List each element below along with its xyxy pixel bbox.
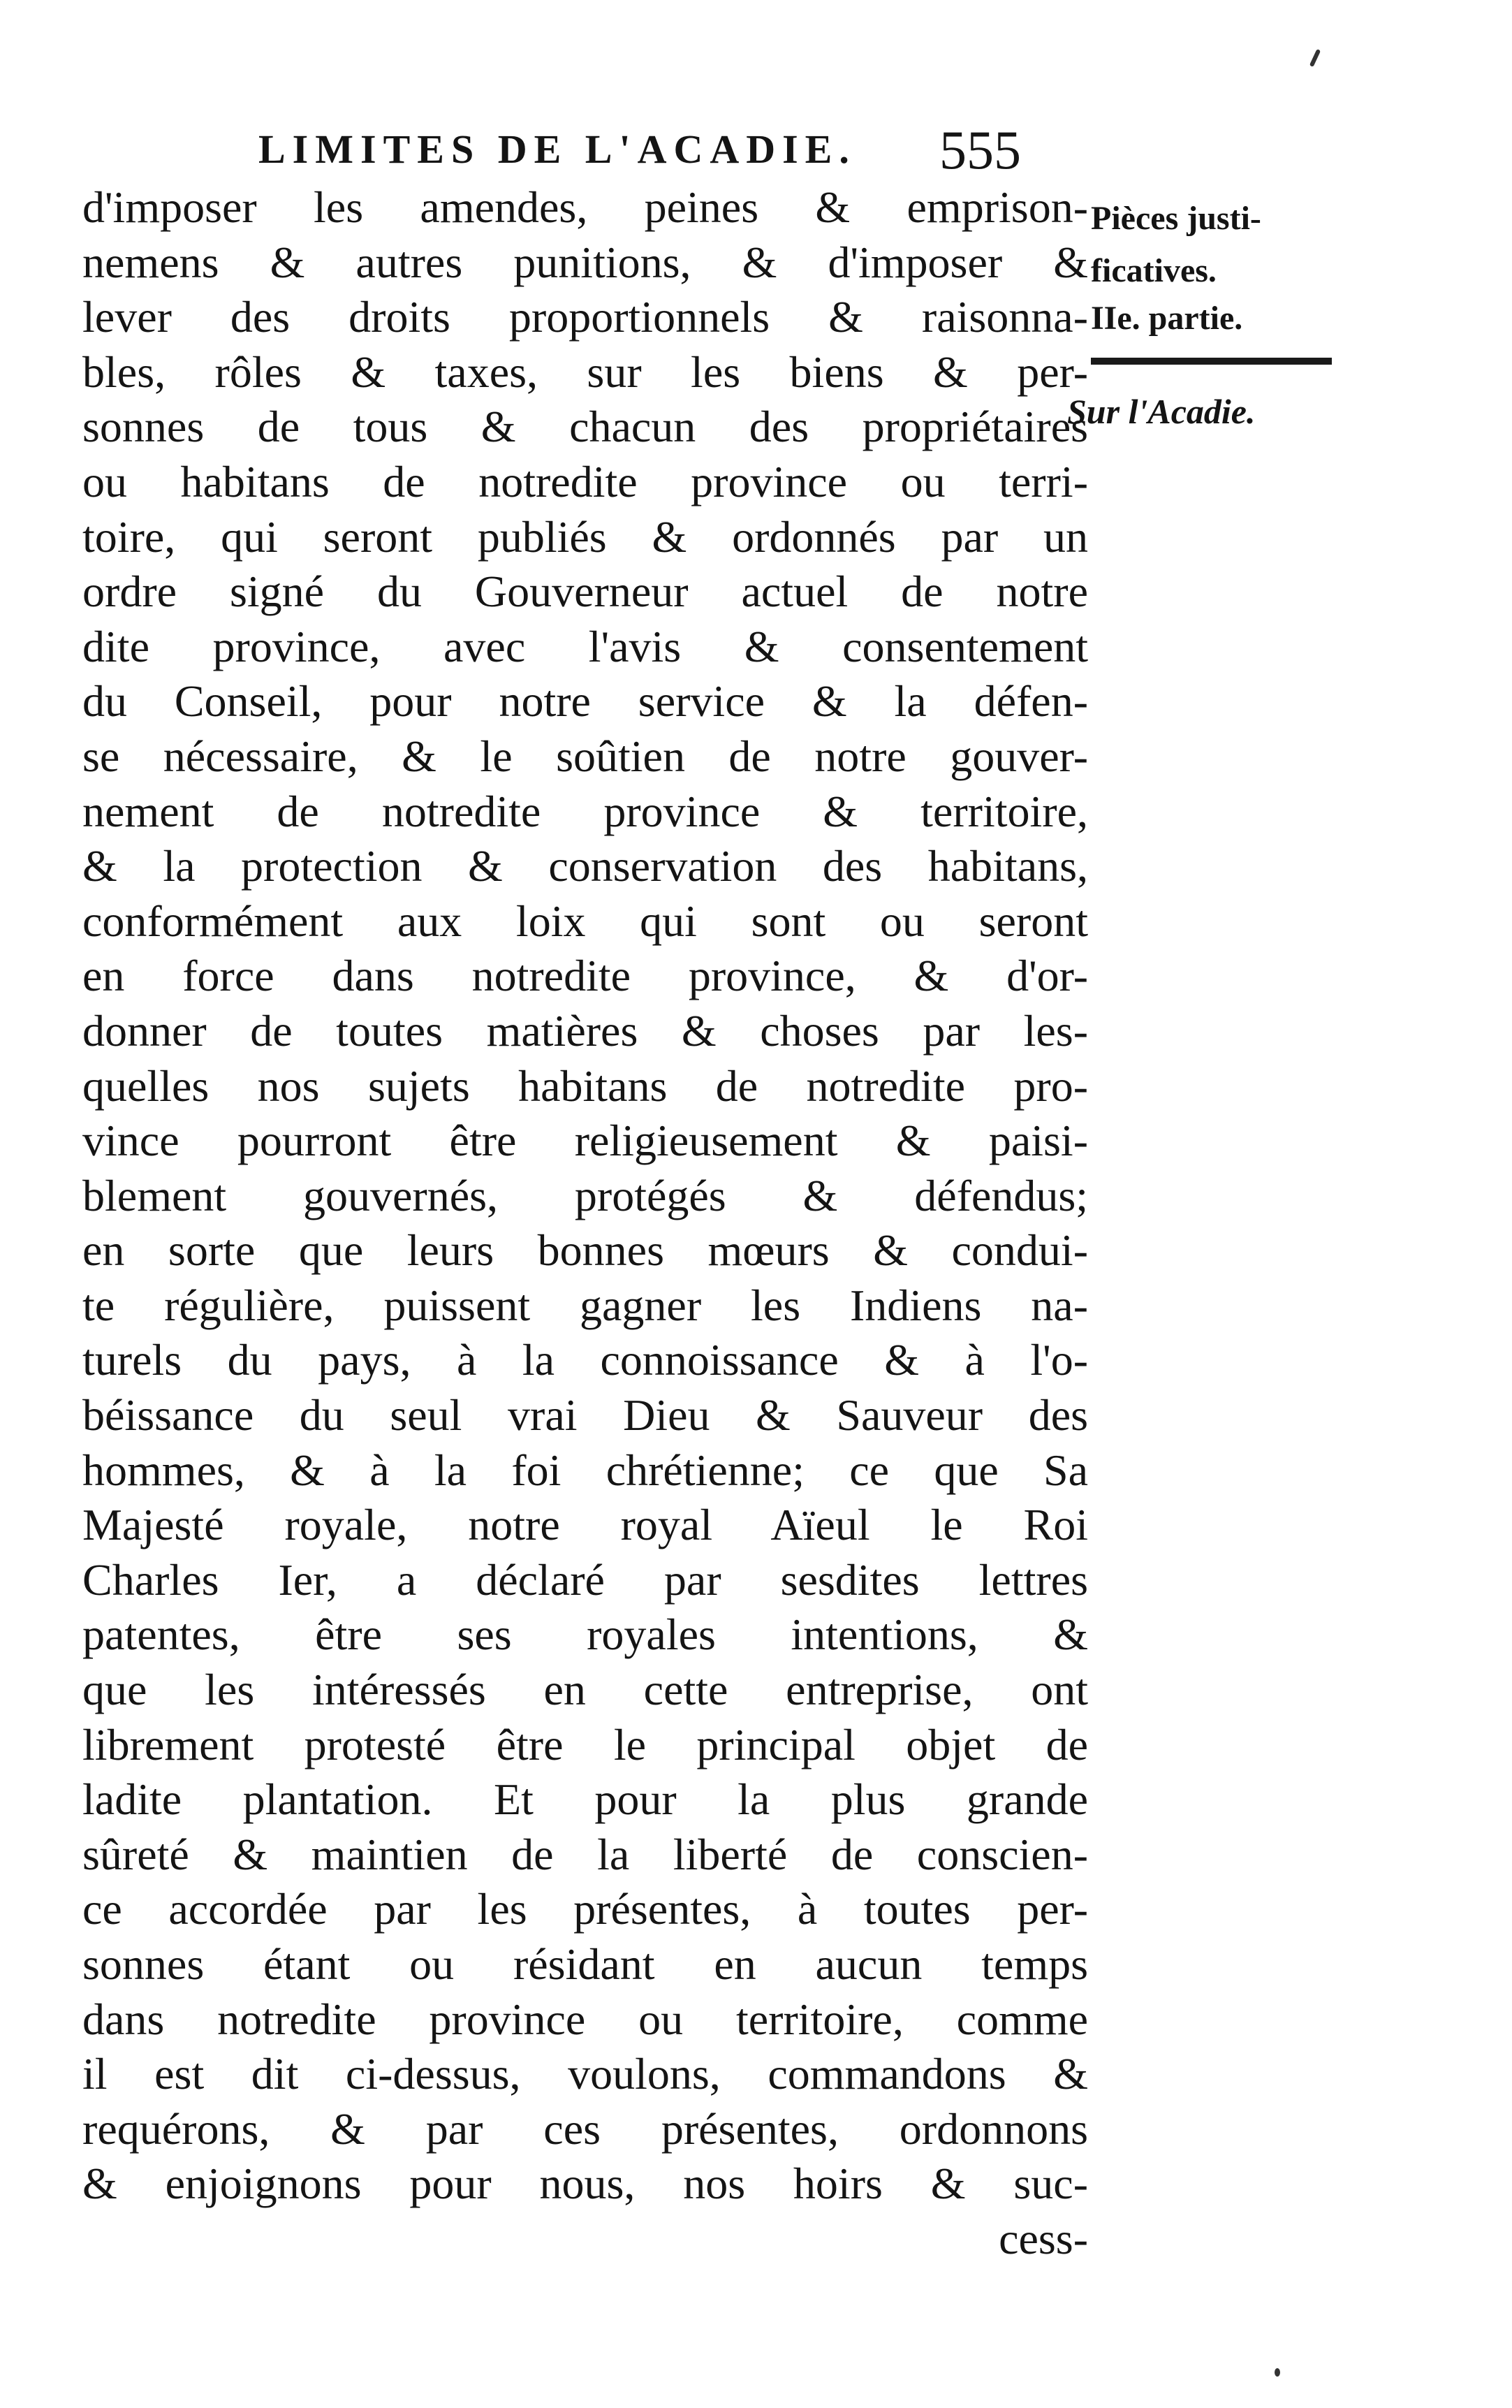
text-line: vince pourront être religieusement & paisi- (82, 1116, 1088, 1166)
text-line: patentes, être ses royales intentions, & (82, 1610, 1088, 1660)
text-line: en force dans notredite province, & d'or- (82, 951, 1088, 1001)
text-line: ladite plantation. Et pour la plus grande (82, 1774, 1088, 1825)
text-line: blement gouvernés, protégés & défendus; (82, 1170, 1088, 1220)
text-line: béissance du seul vrai Dieu & Sauveur des (82, 1390, 1088, 1440)
body-text (82, 180, 1088, 2267)
text-line: librement protesté être le principal objet de (82, 1719, 1088, 1769)
text-line: lever des droits proportionnels & raisonna- (82, 292, 1088, 342)
text-line: quelles nos sujets habitans de notredite pro- (82, 1060, 1088, 1111)
text-line: ordre signé du Gouverneur actuel de notre (82, 567, 1088, 617)
text-line: que les intéressés en cette entreprise, ont (82, 1665, 1088, 1715)
margin-note-pieces: Pièces justi- (1091, 200, 1261, 237)
text-line: nemens & autres punitions, & d'imposer & (82, 237, 1088, 287)
margin-rule (1091, 358, 1332, 365)
text-line: te régulière, puissent gagner les Indiens na- (82, 1280, 1088, 1330)
text-line: turels du pays, à la connoissance & à l'o- (82, 1335, 1088, 1385)
text-line: ce accordée par les présentes, à toutes per- (82, 1884, 1088, 1934)
text-line: il est dit ci-dessus, voulons, commandons & (82, 2049, 1088, 2099)
text-line: sûreté & maintien de la liberté de conscien- (82, 1829, 1088, 1879)
text-line: se nécessaire, & le soûtien de notre gouver- (82, 731, 1088, 781)
margin-note-acadie: Sur l'Acadie. (1067, 392, 1256, 431)
text-line: sonnes étant ou résidant en aucun temps (82, 1939, 1088, 1989)
text-line: en sorte que leurs bonnes mœurs & condui- (82, 1225, 1088, 1276)
text-line: dite province, avec l'avis & consentement (82, 621, 1088, 671)
text-line: ou habitans de notredite province ou terri- (82, 456, 1088, 506)
text-line: bles, rôles & taxes, sur les biens & per- (82, 346, 1088, 397)
ink-speck (1309, 49, 1321, 67)
margin-note-partie: IIe. partie. (1091, 300, 1243, 337)
running-title: LIMITES DE L'ACADIE. (258, 126, 856, 172)
catchword: cess- (999, 2213, 1088, 2263)
text-line: dans notredite province ou territoire, comme (82, 1994, 1088, 2044)
text-line: donner de toutes matières & choses par les- (82, 1005, 1088, 1056)
ink-speck (1275, 2368, 1280, 2377)
text-line: conformément aux loix qui sont ou seront (82, 896, 1088, 946)
text-line: du Conseil, pour notre service & la défen- (82, 676, 1088, 727)
text-line: hommes, & à la foi chrétienne; ce que Sa (82, 1445, 1088, 1495)
text-line: requérons, & par ces présentes, ordonnons (82, 2103, 1088, 2154)
text-line: sonnes de tous & chacun des propriétaires (82, 402, 1088, 452)
page-number: 555 (939, 119, 1021, 180)
margin-note-justificatives: ficatives. (1091, 252, 1217, 289)
text-line: Majesté royale, notre royal Aïeul le Roi (82, 1500, 1088, 1550)
text-line: Charles Ier, a déclaré par sesdites lettres (82, 1554, 1088, 1605)
text-line: & enjoignons pour nous, nos hoirs & suc- (82, 2159, 1088, 2209)
text-line: & la protection & conservation des habitans, (82, 841, 1088, 891)
text-line: toire, qui seront publiés & ordonnés par un (82, 511, 1088, 562)
text-line: d'imposer les amendes, peines & emprison- (82, 182, 1088, 232)
text-line: nement de notredite province & territoire, (82, 786, 1088, 836)
